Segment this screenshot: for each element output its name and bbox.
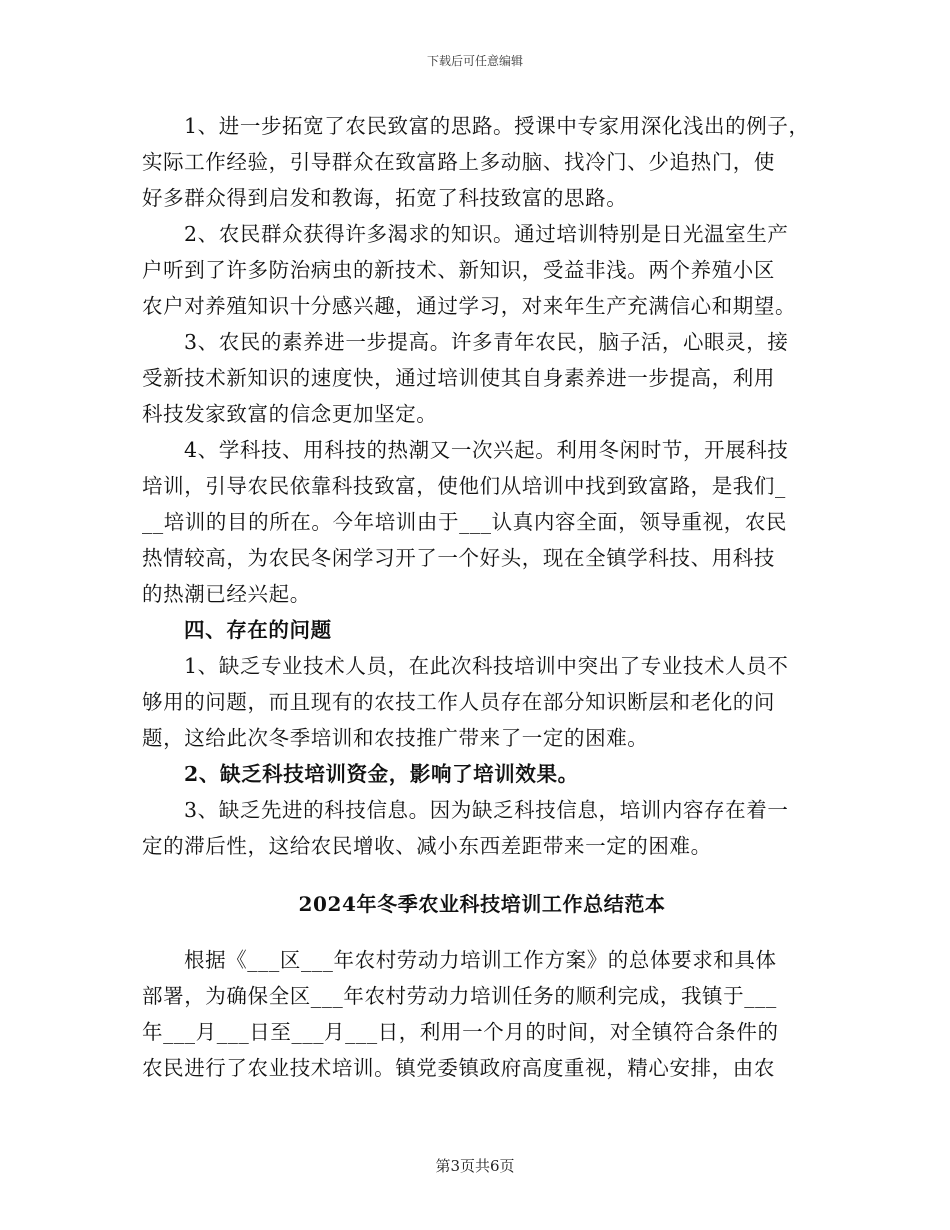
paragraph-line: 科技发家致富的信念更加坚定。 [142,402,438,426]
bold-paragraph-line: 2、缺乏科技培训资金，影响了培训效果。 [184,762,579,786]
paragraph-line: 题，这给此次冬季培训和农技推广带来了一定的困难。 [142,726,649,750]
section-heading: 四、存在的问题 [184,618,332,642]
paragraph-line: 热情较高，为农民冬闲学习开了一个好头，现在全镇学科技、用科技 [142,546,775,570]
paragraph-line: 1、缺乏专业技术人员，在此次科技培训中突出了专业技术人员不 [184,654,789,678]
paragraph-line: 定的滞后性，这给农民增收、减小东西差距带来一定的困难。 [142,834,712,858]
paragraph-line: 部署，为确保全区___年农村劳动力培训任务的顺利完成，我镇于___ [142,984,777,1008]
paragraph-line: 4、学科技、用科技的热潮又一次兴起。利用冬闲时节，开展科技 [184,438,789,462]
paragraph-line: 受新技术新知识的速度快，通过培训使其自身素养进一步提高，利用 [142,366,775,390]
paragraph-line: 根据《___区___年农村劳动力培训工作方案》的总体要求和具体 [184,948,777,972]
paragraph-line: 2、农民群众获得许多渴求的知识。通过培训特别是日光温室生产 [184,222,789,246]
paragraph-line: 的热潮已经兴起。 [142,582,311,606]
paragraph-line: 1、进一步拓宽了农民致富的思路。授课中专家用深化浅出的例子， [184,114,810,138]
page-header: 下载后可任意编辑 [426,54,523,68]
paragraph-line: 3、缺乏先进的科技信息。因为缺乏科技信息，培训内容存在着一 [184,798,789,822]
document-body [142,108,822,1086]
paragraph-line: 好多群众得到启发和教诲，拓宽了科技致富的思路。 [142,186,628,210]
document-title: 2024年冬季农业科技培训工作总结范本 [298,892,666,916]
paragraph-line: 培训，引导农民依靠科技致富，使他们从培训中找到致富路，是我们_ [142,474,786,498]
paragraph-line: 农户对养殖知识十分感兴趣，通过学习，对来年生产充满信心和期望。 [142,294,797,318]
paragraph-line: 实际工作经验，引导群众在致富路上多动脑、找冷门、少追热门，使 [142,150,775,174]
paragraph-line: 农民进行了农业技术培训。镇党委镇政府高度重视，精心安排，由农 [142,1056,775,1080]
page-number-footer: 第3页共6页 [435,1157,515,1175]
paragraph-line: __培训的目的所在。今年培训由于___认真内容全面，领导重视，农民 [142,510,788,534]
paragraph-line: 3、农民的素养进一步提高。许多青年农民，脑子活，心眼灵，接 [184,330,789,354]
paragraph-line: 户听到了许多防治病虫的新技术、新知识，受益非浅。两个养殖小区 [142,258,775,282]
paragraph-line: 年___月___日至___月___日，利用一个月的时间，对全镇符合条件的 [142,1020,779,1044]
paragraph-line: 够用的问题，而且现有的农技工作人员存在部分知识断层和老化的问 [142,690,775,714]
